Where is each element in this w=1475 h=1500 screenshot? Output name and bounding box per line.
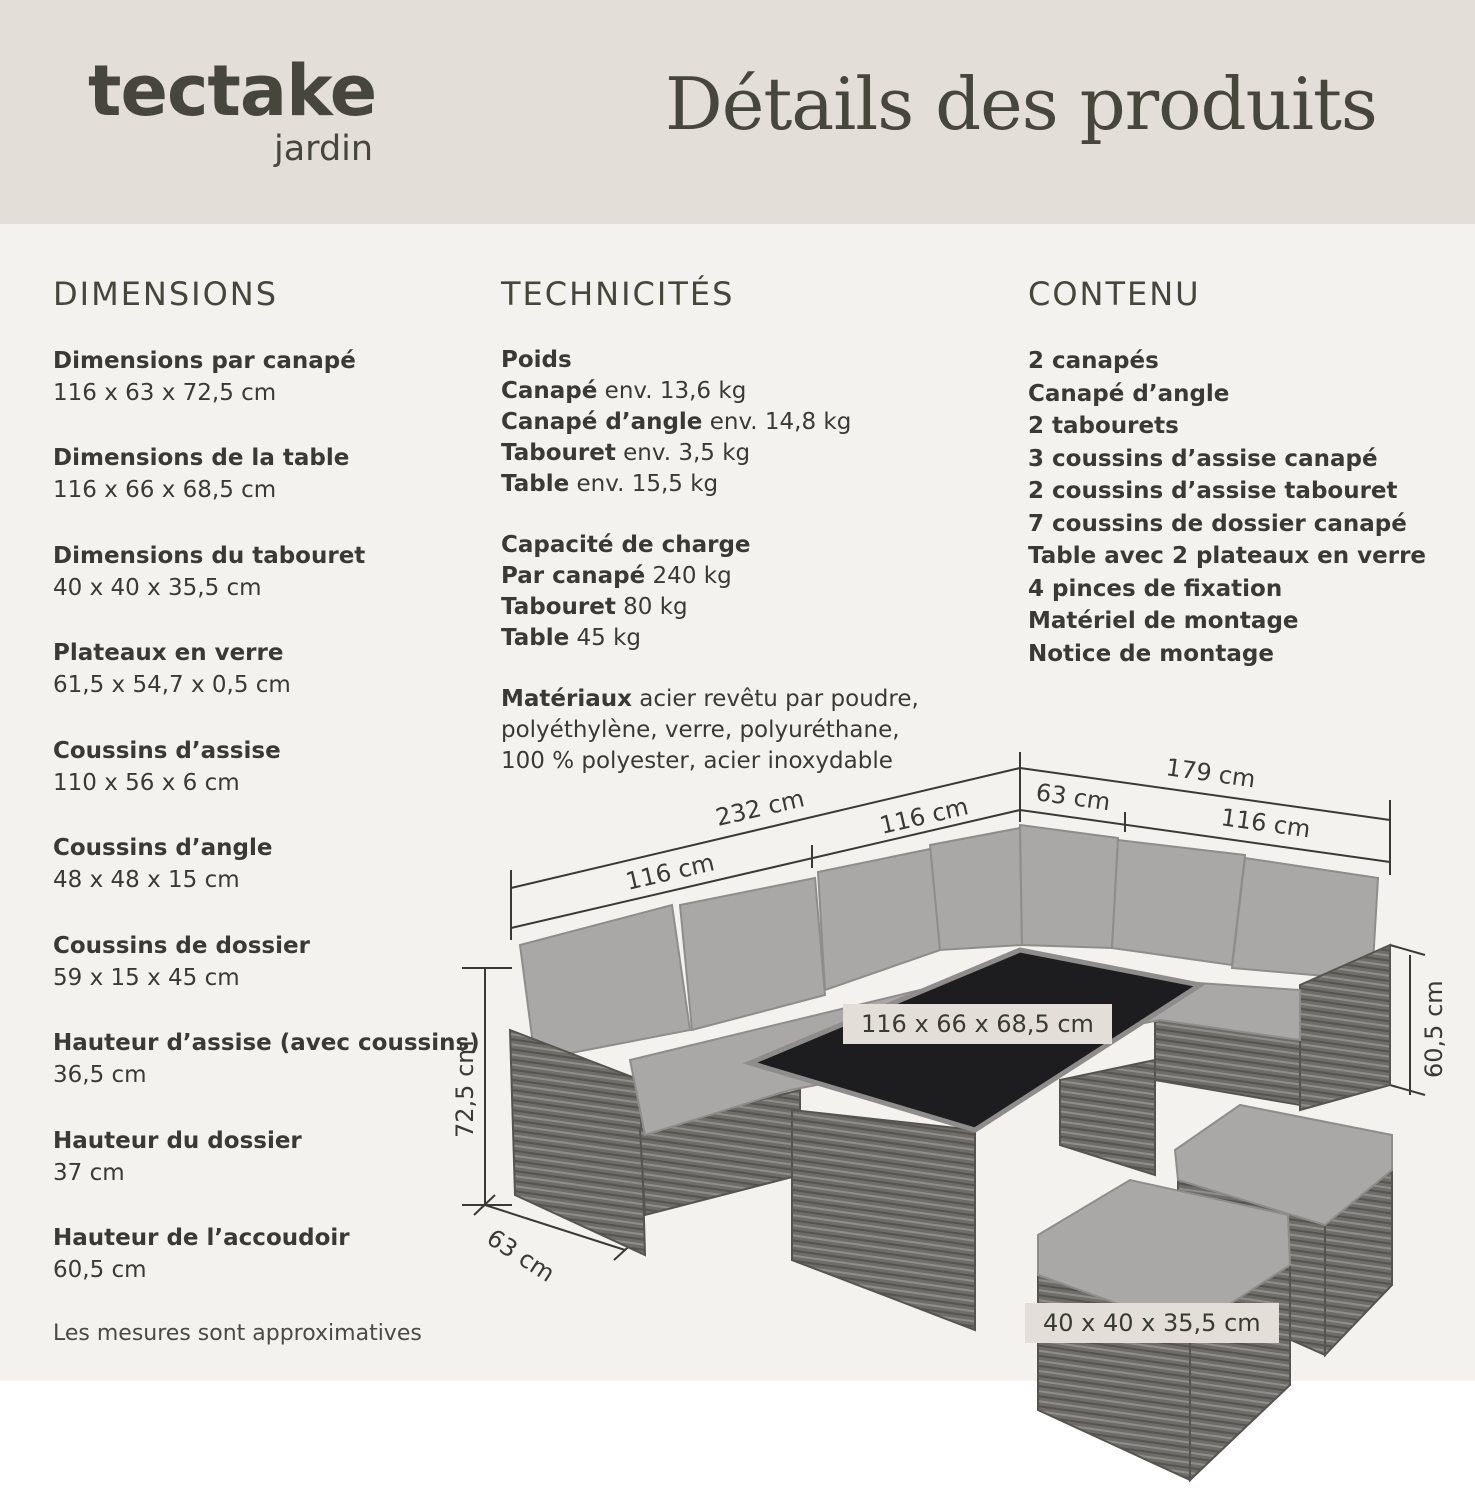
materials-line: acier revêtu par poudre, — [639, 686, 919, 712]
contenu-item: 2 canapés — [1028, 348, 1159, 374]
dimension-label: Plateaux en verre — [53, 640, 284, 666]
dim-label-sofa-mid: 116 cm — [877, 792, 972, 840]
contenu-item: Matériel de montage — [1028, 608, 1299, 634]
dimension-item — [53, 442, 349, 506]
materials-row — [501, 684, 919, 715]
contenu-item: Canapé d’angle — [1028, 381, 1230, 407]
page-title: Détails des produits — [665, 62, 1377, 146]
dimension-label: Dimensions par canapé — [53, 348, 356, 374]
capacity-label: Table — [501, 625, 570, 651]
dimension-label: Coussins de dossier — [53, 933, 310, 959]
dimension-value: 59 x 15 x 45 cm — [53, 965, 240, 991]
materials-line: 100 % polyester, acier inoxydable — [501, 748, 893, 774]
table-dimension-tag: 116 x 66 x 68,5 cm — [843, 1004, 1112, 1044]
contenu-heading: CONTENU — [1028, 275, 1201, 313]
dimension-value: 37 cm — [53, 1160, 125, 1186]
capacity-value: 45 kg — [576, 625, 642, 651]
materials-line: polyéthylène, verre, polyuréthane, — [501, 717, 900, 743]
dimension-value: 116 x 63 x 72,5 cm — [53, 380, 277, 406]
weight-row — [501, 376, 746, 407]
dim-label-arm-height: 60,5 cm — [1420, 980, 1448, 1078]
dimension-label: Hauteur de l’accoudoir — [53, 1225, 350, 1251]
dimension-item — [53, 1027, 480, 1091]
dim-label-corner: 63 cm — [1034, 778, 1113, 817]
capacity-row — [501, 623, 641, 654]
capacity-value: 240 kg — [652, 563, 732, 589]
capacity-label: Tabouret — [501, 594, 616, 620]
contenu-item: 7 coussins de dossier canapé — [1028, 511, 1407, 537]
dimension-label: Coussins d’angle — [53, 835, 273, 861]
dimension-item — [53, 345, 356, 409]
dim-label-depth: 63 cm — [481, 1223, 560, 1288]
dimension-item — [53, 1222, 350, 1286]
dimension-label: Dimensions de la table — [53, 445, 350, 471]
brand-logo: tectake — [88, 50, 377, 132]
weight-label: Tabouret — [501, 440, 616, 466]
dimension-label: Hauteur d’assise (avec coussins) — [53, 1030, 480, 1056]
weight-label: Canapé — [501, 378, 598, 404]
weight-value: env. 13,6 kg — [604, 378, 747, 404]
weight-label: Canapé d’angle — [501, 409, 703, 435]
brand-subtitle: jardin — [274, 129, 374, 169]
capacity-row — [501, 592, 688, 623]
dim-label-total-length: 232 cm — [713, 784, 808, 832]
contenu-item: 3 coussins d’assise canapé — [1028, 446, 1378, 472]
dimension-label: Hauteur du dossier — [53, 1128, 302, 1154]
capacity-label: Par canapé — [501, 563, 646, 589]
technicites-heading: TECHNICITÉS — [501, 275, 735, 313]
materials-label: Matériaux — [501, 686, 632, 712]
furniture-illustration — [440, 740, 1475, 1500]
capacity-row — [501, 561, 732, 592]
dim-label-height: 72,5 cm — [451, 1040, 479, 1138]
footnote: Les mesures sont approximatives — [53, 1321, 422, 1346]
weight-value: env. 14,8 kg — [709, 409, 852, 435]
dimension-item — [53, 637, 291, 701]
dimensions-heading: DIMENSIONS — [53, 275, 279, 313]
dimension-value: 48 x 48 x 15 cm — [53, 867, 240, 893]
dim-label-sofa-right: 116 cm — [1219, 803, 1313, 844]
dimension-value: 116 x 66 x 68,5 cm — [53, 477, 277, 503]
dimension-value: 36,5 cm — [53, 1062, 147, 1088]
weight-row — [501, 407, 851, 438]
weight-row — [501, 469, 718, 500]
weight-label: Table — [501, 471, 570, 497]
contenu-item: 2 tabourets — [1028, 413, 1179, 439]
dimension-item — [53, 540, 365, 604]
contenu-item: Table avec 2 plateaux en verre — [1028, 543, 1427, 569]
dim-label-side-total: 179 cm — [1164, 753, 1258, 794]
contenu-item: 4 pinces de fixation — [1028, 576, 1283, 602]
dimension-value: 110 x 56 x 6 cm — [53, 770, 240, 796]
dimension-value: 40 x 40 x 35,5 cm — [53, 575, 262, 601]
weight-row — [501, 438, 750, 469]
dimension-item — [53, 735, 281, 799]
weight-value: env. 15,5 kg — [576, 471, 719, 497]
dimension-item — [53, 832, 272, 896]
dim-label-sofa-left: 116 cm — [623, 848, 718, 896]
dimension-value: 61,5 x 54,7 x 0,5 cm — [53, 672, 291, 698]
dimension-item — [53, 1125, 302, 1189]
dimension-value: 60,5 cm — [53, 1257, 147, 1283]
weight-value: env. 3,5 kg — [623, 440, 751, 466]
weight-title: Poids — [501, 347, 572, 373]
contenu-item: 2 coussins d’assise tabouret — [1028, 478, 1398, 504]
dimension-label: Coussins d’assise — [53, 738, 281, 764]
stool-dimension-tag: 40 x 40 x 35,5 cm — [1025, 1303, 1279, 1343]
dimension-label: Dimensions du tabouret — [53, 543, 366, 569]
capacity-value: 80 kg — [623, 594, 688, 620]
dimension-item — [53, 930, 310, 994]
contenu-item: Notice de montage — [1028, 641, 1274, 667]
capacity-title: Capacité de charge — [501, 532, 751, 558]
